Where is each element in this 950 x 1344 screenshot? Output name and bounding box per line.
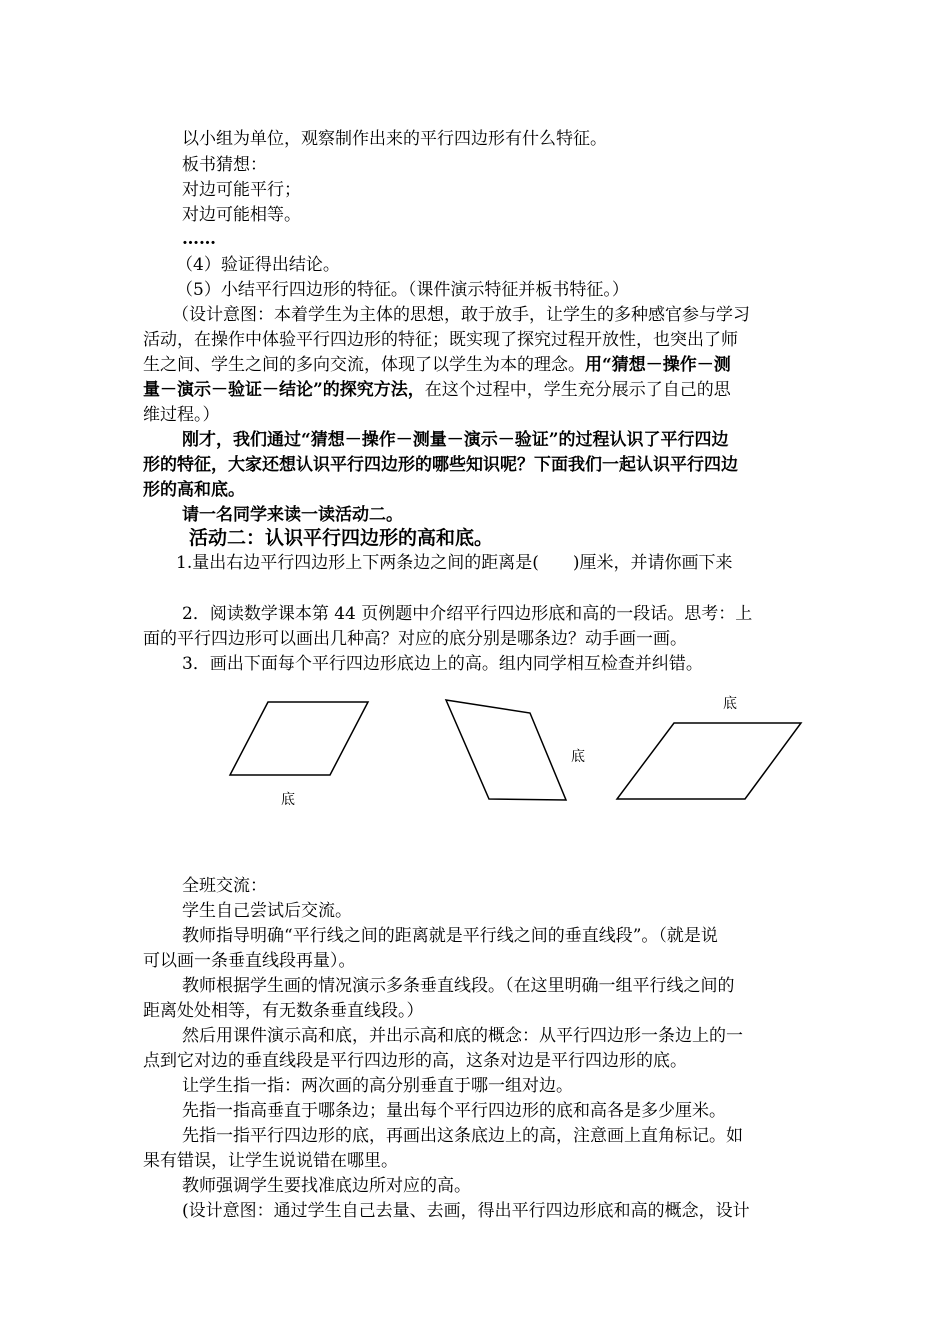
bold-span: 用“猜想－操作－测 (585, 355, 731, 375)
paragraph-line: 点到它对边的垂直线段是平行四边形的高，这条对边是平行四边形的底。 (143, 1051, 687, 1071)
paragraph-line: 全班交流： (182, 876, 267, 896)
design-intent-line: 维过程。） (143, 405, 220, 425)
activity-heading: 活动二：认识平行四边形的高和底。 (189, 527, 494, 549)
bold-paragraph-line: 请一名同学来读一读活动二。 (182, 505, 403, 525)
bold-paragraph-line: 形的特征，大家还想认识平行四边形的哪些知识呢？下面我们一起认识平行四边 (143, 455, 738, 475)
paragraph-line: 先指一指高垂直于哪条边；量出每个平行四边形的底和高各是多少厘米。 (182, 1101, 726, 1121)
base-label: 底 (723, 696, 737, 712)
paragraph-line: (设计意图：通过学生自己去量、去画，得出平行四边形底和高的概念，设计 (182, 1201, 750, 1221)
paragraph-line: （5）小结平行四边形的特征。（课件演示特征并板书特征。） (176, 280, 629, 300)
paragraph-line: 教师根据学生画的情况演示多条垂直线段。（在这里明确一组平行线之间的 (182, 976, 735, 996)
paragraph-line: 以小组为单位，观察制作出来的平行四边形有什么特征。 (182, 129, 607, 149)
paragraph-line: 对边可能相等。 (182, 205, 301, 225)
text-span: 在这个过程中，学生充分展示了自己的思 (424, 380, 731, 400)
bold-span: 量－演示－验证－结论”的探究方法， (143, 380, 425, 400)
bold-paragraph-line: 刚才，我们通过“猜想－操作－测量－演示－验证”的过程认识了平行四边 (182, 430, 729, 450)
design-intent-line: （设计意图：本着学生为主体的思想，敢于放手，让学生的多种感官参与学习 (172, 305, 750, 325)
paragraph-line: 然后用课件演示高和底，并出示高和底的概念：从平行四边形一条边上的一 (182, 1026, 743, 1046)
parallelogram-2 (446, 700, 566, 800)
ellipsis: …… (182, 229, 216, 249)
paragraph-line: 让学生指一指：两次画的高分别垂直于哪一组对边。 (182, 1076, 573, 1096)
base-label: 底 (281, 792, 295, 808)
paragraph-line: 可以画一条垂直线段再量）。 (143, 951, 356, 971)
paragraph-line: 学生自己尝试后交流。 (182, 901, 352, 921)
question-line: 3．画出下面每个平行四边形底边上的高。组内同学相互检查并纠错。 (182, 654, 703, 674)
question-line: 2．阅读数学课本第 44 页例题中介绍平行四边形底和高的一段话。思考：上 (182, 604, 753, 624)
paragraph-line: 板书猜想： (182, 155, 267, 175)
base-label: 底 (571, 749, 585, 765)
bold-paragraph-line: 形的高和底。 (143, 480, 245, 500)
design-intent-line: 活动，在操作中体验平行四边形的特征；既实现了探究过程开放性，也突出了师 (143, 330, 738, 350)
question-line: 面的平行四边形可以画出几种高？对应的底分别是哪条边？动手画一画。 (143, 629, 687, 649)
paragraph-line: 教师指导明确“平行线之间的距离就是平行线之间的垂直线段”。（就是说 (182, 926, 718, 946)
question-line: 1.量出右边平行四边形上下两条边之间的距离是( )厘米，并请你画下来 (176, 553, 733, 573)
paragraph-line: 对边可能平行； (182, 180, 301, 200)
paragraph-line: 先指一指平行四边形的底，再画出这条底边上的高，注意画上直角标记。如 (182, 1126, 743, 1146)
paragraph-line: （4）验证得出结论。 (176, 255, 340, 275)
text-span: 生之间、学生之间的多向交流，体现了以学生为本的理念。 (143, 355, 585, 375)
paragraph-line: 果有错误，让学生说说错在哪里。 (143, 1151, 398, 1171)
parallelogram-3 (617, 723, 801, 799)
paragraph-line: 距离处处相等，有无数条垂直线段。） (143, 1001, 424, 1021)
paragraph-line: 教师强调学生要找准底边所对应的高。 (182, 1176, 471, 1196)
parallelogram-1 (230, 702, 368, 775)
